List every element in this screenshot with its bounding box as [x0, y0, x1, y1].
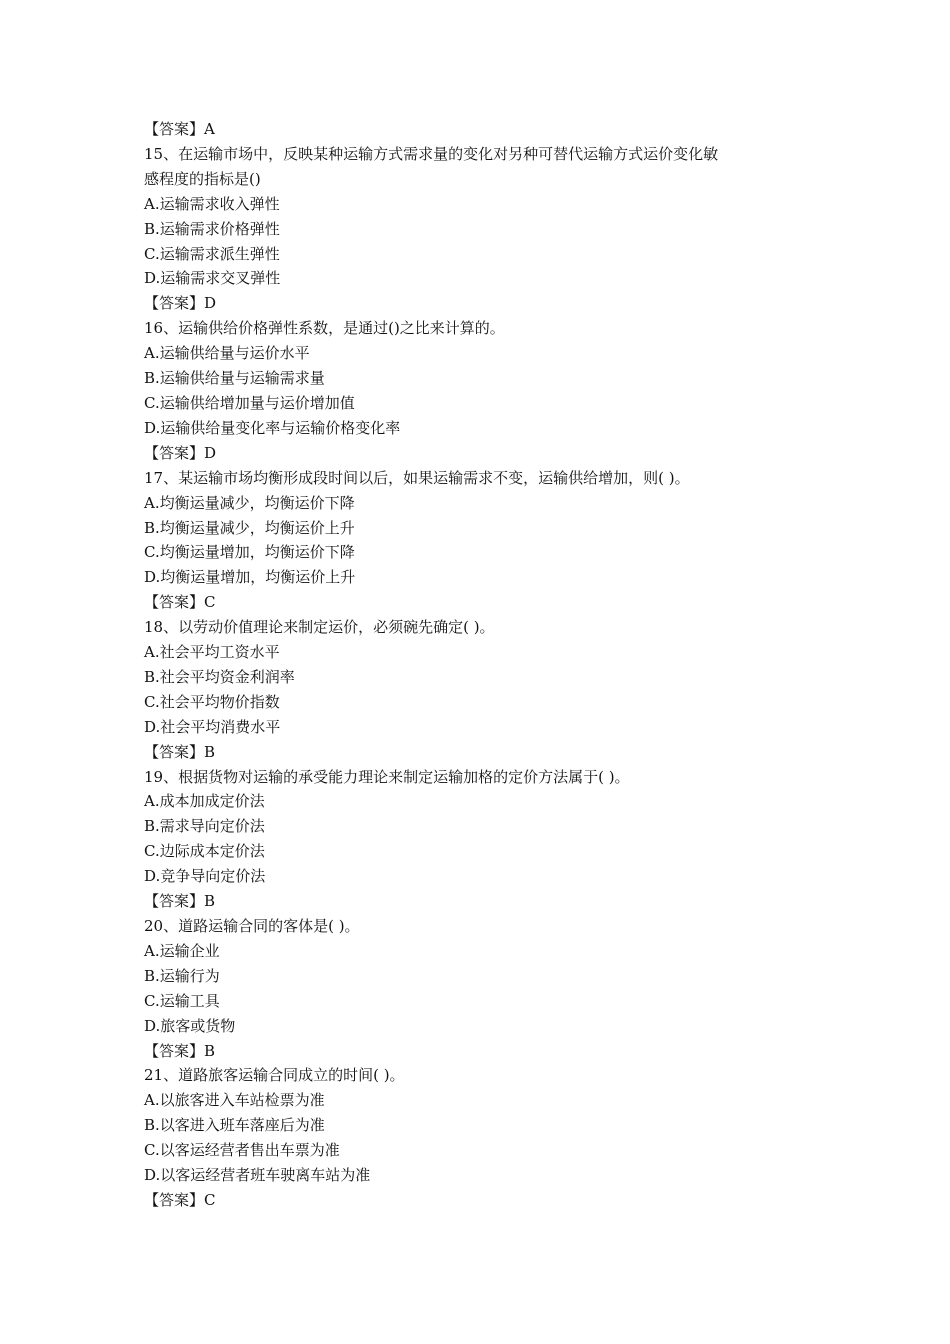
question-18: 18、以劳动价值理论来制定运价，必须碗先确定( )。 [144, 618, 495, 637]
option-c: C.边际成本定价法 [144, 842, 265, 861]
option-a: A.社会平均工资水平 [144, 643, 280, 662]
option-a: A.成本加成定价法 [144, 792, 265, 811]
option-d: D.竞争导向定价法 [144, 867, 266, 886]
question-15: 15、在运输市场中，反映某种运输方式需求量的变化对另种可替代运输方式运价变化敏 [144, 144, 719, 163]
answer-line: 【答案】B [144, 1041, 216, 1060]
question-21: 21、道路旅客运输合同成立的时间( )。 [144, 1066, 405, 1085]
option-d: D.运输需求交叉弹性 [144, 269, 281, 288]
option-b: B.运输供给量与运输需求量 [144, 369, 325, 388]
answer-line: 【答案】B [144, 892, 216, 911]
option-a: A.运输供给量与运价水平 [144, 344, 310, 363]
answer-line: 【答案】D [144, 443, 217, 462]
option-b: B.以客进入班车落座后为准 [144, 1116, 325, 1135]
answer-line: 【答案】A [144, 120, 215, 138]
option-a: A.运输需求收入弹性 [144, 194, 280, 213]
answer-line: 【答案】D [144, 294, 217, 313]
option-c: C.社会平均物价指数 [144, 692, 280, 711]
option-c: C.运输需求派生弹性 [144, 244, 280, 263]
option-b: B.运输行为 [144, 966, 220, 985]
option-b: B.运输需求价格弹性 [144, 219, 280, 238]
option-a: A.以旅客进入车站检票为准 [144, 1091, 325, 1110]
option-b: B.均衡运量减少，均衡运价上升 [144, 518, 355, 537]
option-d: D.社会平均消费水平 [144, 717, 281, 736]
answer-line: 【答案】B [144, 742, 216, 761]
option-c: C.运输供给增加量与运价增加值 [144, 393, 355, 412]
option-a: A.均衡运量减少，均衡运价下降 [144, 493, 355, 512]
answer-line: 【答案】C [144, 593, 216, 612]
option-d: D.旅客或货物 [144, 1016, 236, 1035]
question-17: 17、某运输市场均衡形成段时间以后，如果运输需求不变，运输供给增加，则( )。 [144, 468, 690, 487]
option-d: D.运输供给量变化率与运输价格变化率 [144, 418, 401, 437]
document-body [144, 117, 824, 1213]
option-b: B.社会平均资金利润率 [144, 667, 295, 686]
question-16: 16、运输供给价格弹性系数，是通过()之比来计算的。 [144, 319, 505, 338]
answer-line: 【答案】C [144, 1190, 216, 1209]
option-c: C.运输工具 [144, 991, 220, 1010]
question-19: 19、根据货物对运输的承受能力理论来制定运输加格的定价方法属于( )。 [144, 767, 630, 786]
option-b: B.需求导向定价法 [144, 817, 265, 836]
option-a: A.运输企业 [144, 941, 220, 960]
option-c: C.均衡运量增加，均衡运价下降 [144, 543, 355, 562]
question-15-cont: 感程度的指标是() [144, 169, 261, 188]
option-d: D.均衡运量增加，均衡运价上升 [144, 568, 356, 587]
question-20: 20、道路运输合同的客体是( )。 [144, 917, 360, 935]
option-d: D.以客运经营者班车驶离车站为准 [144, 1166, 371, 1185]
option-c: C.以客运经营者售出车票为准 [144, 1141, 340, 1160]
